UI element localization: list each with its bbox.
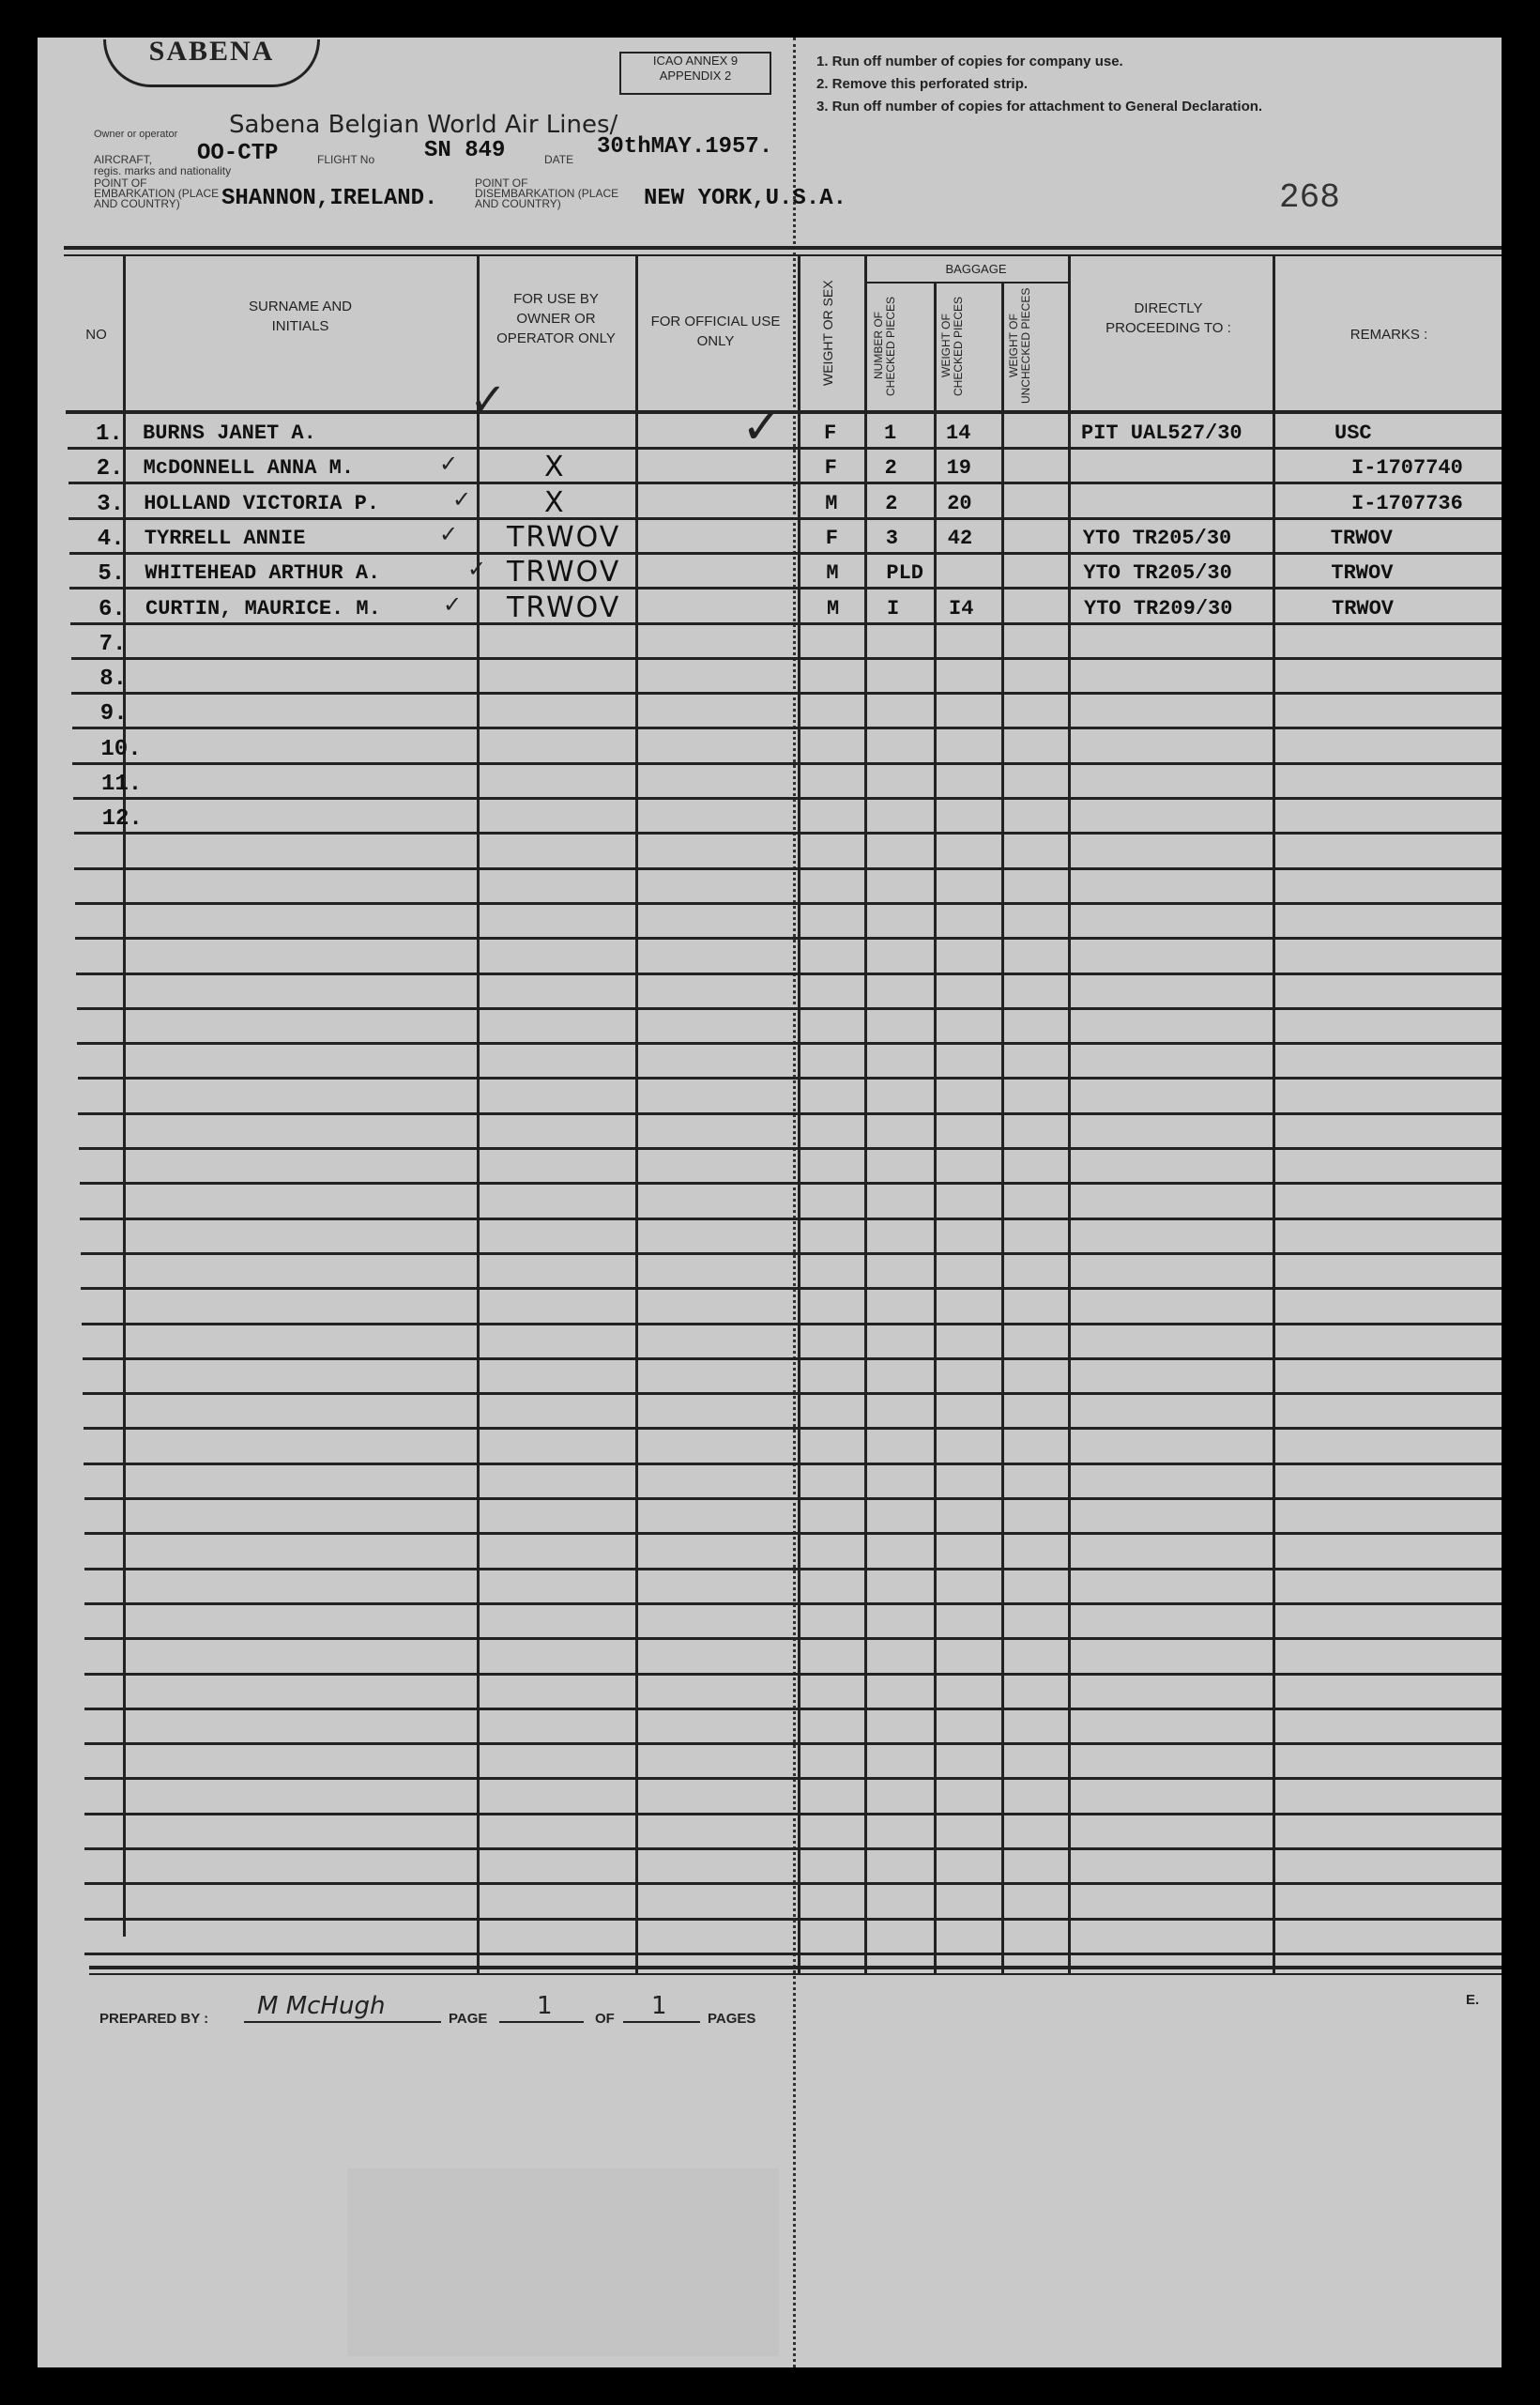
row-remarks: TRWOV (1332, 597, 1395, 620)
row-divider (84, 1463, 1502, 1465)
row-no: 12. (101, 806, 143, 832)
table-top-rule (64, 246, 1502, 250)
of-line (623, 2021, 700, 2023)
row-weight: 20 (947, 492, 972, 515)
row-pieces: I (887, 597, 900, 620)
checkmark-owner-column: ✓ (469, 374, 508, 426)
row-weight: I4 (949, 597, 974, 620)
aircraft-value: OO-CTP (197, 141, 279, 166)
row-divider (78, 1112, 1502, 1115)
row-no: 6. (99, 597, 126, 622)
row-divider (77, 1007, 1502, 1010)
row-divider (84, 1742, 1502, 1745)
row-no: 10. (100, 737, 142, 762)
owner-value: Sabena Belgian World Air Lines/ (229, 111, 618, 139)
row-divider (75, 937, 1502, 940)
table-row (38, 452, 1502, 487)
table-row (38, 697, 1502, 732)
table-bottom-rule-2 (89, 1973, 1502, 1975)
table-row (38, 488, 1502, 523)
row-divider (84, 1882, 1502, 1885)
row-no: 11. (101, 772, 143, 797)
row-name: McDONNELL ANNA M. (143, 456, 355, 480)
row-checkmark: ✓ (467, 556, 487, 582)
disembarkation-label: POINT OF DISEMBARKATION (PLACE AND COUNTRY) (475, 176, 619, 210)
row-divider (82, 1323, 1502, 1325)
row-remarks: USC (1334, 421, 1372, 445)
table-row (38, 733, 1502, 768)
row-weight: 14 (946, 421, 971, 445)
row-no: 1. (96, 421, 123, 447)
row-divider (84, 1777, 1502, 1780)
page-line (499, 2021, 584, 2023)
row-divider (81, 1252, 1502, 1255)
row-pieces: 3 (885, 527, 898, 550)
row-no: 8. (99, 666, 127, 692)
row-proceeding: PIT UAL527/30 (1081, 421, 1243, 445)
row-divider (77, 1042, 1502, 1045)
col-unchecked-weight: WEIGHT OF UNCHECKED PIECES (1007, 287, 1032, 405)
row-sex: M (825, 492, 838, 515)
row-no: 5. (98, 561, 126, 587)
row-name: TYRRELL ANNIE (144, 527, 306, 550)
table-row (38, 768, 1502, 803)
col-baggage: BAGGAGE (945, 262, 1007, 276)
prepared-by-label: PREPARED BY : (99, 2011, 209, 2027)
row-divider (84, 1637, 1502, 1640)
owner-label: Owner or operator (94, 129, 178, 140)
row-name: CURTIN, MAURICE. M. (145, 597, 381, 620)
page-stamp: 268 (1279, 178, 1340, 217)
row-divider (84, 1918, 1502, 1921)
row-no: 9. (99, 701, 128, 727)
row-remarks: I-1707740 (1351, 456, 1463, 480)
col-proceeding: DIRECTLY PROCEEDING TO : (1105, 300, 1231, 336)
instruction-3: 3. Run off number of copies for attachment to General Declaration. (816, 99, 1263, 115)
table-row (38, 558, 1502, 592)
header-bottom-rule (66, 410, 1502, 414)
disembarkation-value: NEW YORK,U.S.A. (644, 186, 847, 211)
col-no: NO (85, 327, 107, 343)
baggage-rule (864, 282, 1071, 283)
row-pieces: 2 (884, 456, 897, 480)
page-label: PAGE (449, 2011, 488, 2027)
table-bottom-rule (89, 1966, 1502, 1969)
row-no: 4. (97, 527, 125, 552)
col-owner-use: FOR USE BY OWNER OR OPERATOR ONLY (496, 291, 616, 346)
row-divider (79, 1147, 1502, 1150)
table-row (38, 803, 1502, 837)
airline-logo: SABENA (103, 39, 320, 87)
aircraft-sub-label: regis. marks and nationality (94, 164, 232, 177)
row-divider (80, 1182, 1502, 1185)
table-row (38, 663, 1502, 697)
row-remarks: TRWOV (1331, 561, 1394, 585)
row-sex: F (825, 527, 838, 550)
row-divider (84, 1708, 1502, 1710)
row-name: WHITEHEAD ARTHUR A. (145, 561, 381, 585)
row-checkmark: ✓ (439, 451, 459, 477)
col-remarks: REMARKS : (1349, 327, 1428, 343)
row-divider (84, 1497, 1502, 1500)
row-proceeding: YTO TR205/30 (1083, 561, 1232, 585)
of-label: OF (595, 2011, 615, 2027)
row-divider (80, 1218, 1502, 1220)
row-owner-use: TRWOV (507, 591, 621, 624)
row-sex: M (826, 561, 839, 585)
row-divider (83, 1357, 1502, 1360)
flight-value: SN 849 (424, 138, 506, 163)
row-no: 7. (99, 632, 127, 657)
row-sex: F (824, 421, 837, 445)
row-divider (78, 1077, 1502, 1080)
embarkation-label: POINT OF EMBARKATION (PLACE AND COUNTRY) (94, 176, 220, 210)
table-row (38, 628, 1502, 663)
instruction-1: 1. Run off number of copies for company use. (816, 54, 1123, 69)
row-weight: 19 (946, 456, 971, 480)
row-no: 2. (96, 456, 124, 482)
row-checkmark: ✓ (452, 486, 472, 513)
row-divider (84, 1673, 1502, 1676)
row-name: BURNS JANET A. (143, 421, 316, 445)
row-divider (84, 1847, 1502, 1850)
row-divider (84, 1602, 1502, 1605)
col-checked-weight: WEIGHT OF CHECKED PIECES (939, 296, 965, 396)
row-divider (84, 1953, 1502, 1955)
instructions (816, 51, 1262, 118)
row-weight: 42 (947, 527, 973, 550)
row-divider (84, 1813, 1502, 1815)
row-remarks: I-1707736 (1351, 492, 1463, 515)
row-pieces: PLD (886, 561, 923, 585)
instruction-2: 2. Remove this perforated strip. (816, 76, 1029, 92)
row-owner-use: X (544, 486, 566, 519)
pages-label: PAGES (708, 2011, 756, 2027)
checkmark-official-column: ✓ (741, 399, 783, 455)
col-weight-sex: WEIGHT OR SEX (820, 280, 835, 387)
row-remarks: TRWOV (1330, 527, 1393, 550)
col-checked-pieces: NUMBER OF CHECKED PIECES (872, 296, 897, 396)
flight-label: FLIGHT No (317, 153, 375, 166)
table-top-rule-2 (64, 254, 1502, 256)
row-owner-use: TRWOV (507, 521, 621, 554)
date-label: DATE (544, 153, 574, 166)
row-proceeding: YTO TR205/30 (1082, 527, 1232, 550)
row-owner-use: X (544, 451, 566, 483)
row-pieces: 2 (885, 492, 898, 515)
row-divider (81, 1287, 1502, 1290)
row-divider (75, 902, 1502, 905)
col-official-use: FOR OFFICIAL USE ONLY (650, 314, 781, 349)
embarkation-value: SHANNON,IRELAND. (221, 186, 438, 211)
row-divider (74, 867, 1502, 870)
corner-mark: E. (1466, 1992, 1480, 2008)
row-proceeding: YTO TR209/30 (1084, 597, 1233, 620)
prepared-by-line (244, 2021, 441, 2023)
perforation-line (793, 38, 796, 2367)
date-value: 30thMAY.1957. (597, 134, 773, 160)
row-checkmark: ✓ (439, 521, 459, 547)
row-divider (83, 1392, 1502, 1395)
page-value: 1 (537, 1992, 553, 2020)
col-surname: SURNAME AND INITIALS (248, 299, 353, 334)
row-checkmark: ✓ (443, 591, 463, 618)
row-divider (76, 973, 1502, 975)
row-divider (84, 1568, 1502, 1570)
row-sex: M (827, 597, 840, 620)
row-divider (84, 1427, 1502, 1430)
prepared-by-signature: M McHugh (257, 1992, 386, 2020)
icao-annex-box: ICAO ANNEX 9 APPENDIX 2 (619, 52, 771, 95)
aircraft-label: AIRCRAFT, (94, 153, 153, 166)
table-row (38, 593, 1502, 628)
row-owner-use: TRWOV (507, 556, 621, 589)
manifest-sheet (38, 38, 1502, 2367)
table-row (38, 523, 1502, 558)
row-sex: F (824, 456, 837, 480)
row-name: HOLLAND VICTORIA P. (144, 492, 380, 515)
row-divider (84, 1532, 1502, 1535)
paper-smudge (347, 2168, 779, 2356)
row-pieces: 1 (884, 421, 897, 445)
row-no: 3. (97, 492, 124, 517)
of-value: 1 (651, 1992, 667, 2020)
